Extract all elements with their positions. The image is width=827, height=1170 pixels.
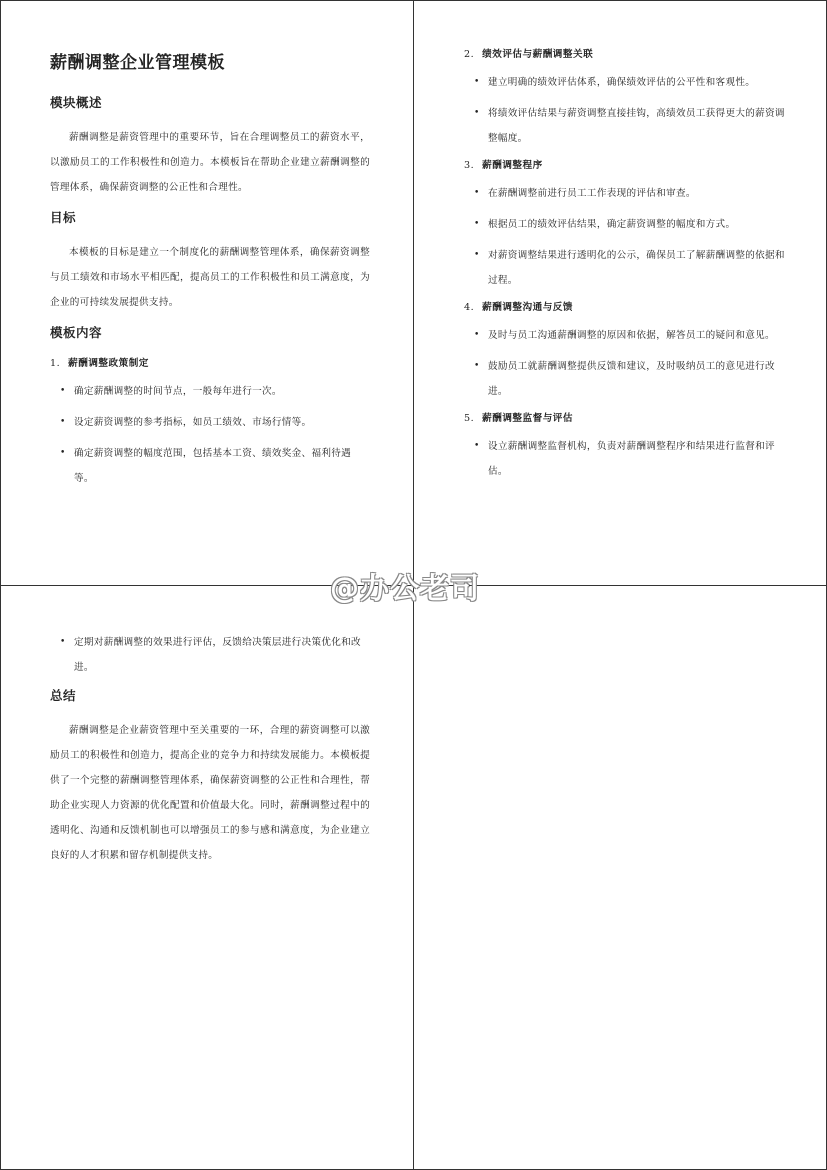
summary-paragraph: 薪酬调整是企业薪资管理中至关重要的一环，合理的薪资调整可以激励员工的积极性和创造力，提高企业的竞争力和持续发展能力。本模板提供了一个完整的薪酬调整管理体系，确保薪资调整的公正性和合理性，帮助企业实现人力资源的优化配置和价值最大化。同时，薪酬调整过程中的透明化、沟通和反馈机制也可以增强员工的参与感和满意度，为企业建立良好的人才积累和留存机制提供支持。 (50, 725, 370, 861)
summary-heading: 总结 (50, 688, 77, 703)
list-item: • 定期对薪酬调整的效果进行评估，反馈给决策层进行决策优化和改进。 (50, 630, 370, 680)
bullet-list (464, 434, 794, 484)
section-title: 薪酬调整沟通与反馈 (482, 302, 573, 313)
list-item: • 及时与员工沟通薪酬调整的原因和依据，解答员工的疑问和意见。 (464, 323, 794, 348)
bullet-list (464, 70, 794, 151)
list-item: • 将绩效评估结果与薪资调整直接挂钩，高绩效员工获得更大的薪资调整幅度。 (464, 101, 794, 151)
section-number: 1. (50, 358, 61, 369)
document-title: 薪酬调整企业管理模板 (50, 53, 225, 73)
list-item: • 鼓励员工就薪酬调整提供反馈和建议，及时吸纳员工的意见进行改进。 (464, 354, 794, 404)
content-heading: 模板内容 (50, 325, 103, 340)
section-title: 薪酬调整监督与评估 (482, 413, 573, 424)
overview-paragraph: 薪酬调整是薪资管理中的重要环节，旨在合理调整员工的薪资水平，以激励员工的工作积极性和创造力。本模板旨在帮助企业建立薪酬调整的管理体系，确保薪资调整的公正性和合理性。 (50, 132, 370, 193)
list-item: • 对薪资调整结果进行透明化的公示，确保员工了解薪酬调整的依据和过程。 (464, 243, 794, 293)
section-number: 4. (464, 302, 475, 313)
page-panel-top-right (464, 46, 794, 490)
section-title: 薪酬调整程序 (482, 160, 543, 171)
section-number: 5. (464, 413, 475, 424)
bullet-list (50, 630, 370, 680)
section-title: 薪酬调整政策制定 (68, 358, 149, 369)
section-title: 绩效评估与薪酬调整关联 (482, 49, 594, 60)
section-number: 2. (464, 49, 475, 60)
bullet-list (464, 181, 794, 293)
list-item: • 根据员工的绩效评估结果，确定薪资调整的幅度和方式。 (464, 212, 794, 237)
page-panel-bottom-left (50, 630, 370, 876)
list-item: • 设立薪酬调整监督机构，负责对薪酬调整程序和结果进行监督和评估。 (464, 434, 794, 484)
page-panel-top-left (50, 48, 370, 497)
bullet-list (464, 323, 794, 404)
list-item: • 确定薪酬调整的时间节点，一般每年进行一次。 (50, 379, 370, 404)
section-heading (464, 410, 794, 424)
section-number: 3. (464, 160, 475, 171)
watermark: @办公老司 (330, 571, 481, 605)
section-heading (464, 299, 794, 313)
bullet-list (50, 379, 370, 491)
list-item: • 建立明确的绩效评估体系，确保绩效评估的公平性和客观性。 (464, 70, 794, 95)
list-item: • 在薪酬调整前进行员工工作表现的评估和审查。 (464, 181, 794, 206)
overview-heading: 模块概述 (50, 95, 103, 110)
list-item: • 设定薪资调整的参考指标，如员工绩效、市场行情等。 (50, 410, 370, 435)
section-heading (50, 355, 370, 369)
section-heading (464, 157, 794, 171)
goal-paragraph: 本模板的目标是建立一个制度化的薪酬调整管理体系，确保薪资调整与员工绩效和市场水平相匹配，提高员工的工作积极性和员工满意度，为企业的可持续发展提供支持。 (50, 247, 370, 308)
goal-heading: 目标 (50, 210, 77, 225)
section-heading (464, 46, 794, 60)
list-item: • 确定薪资调整的幅度范围，包括基本工资、绩效奖金、福利待遇等。 (50, 441, 370, 491)
